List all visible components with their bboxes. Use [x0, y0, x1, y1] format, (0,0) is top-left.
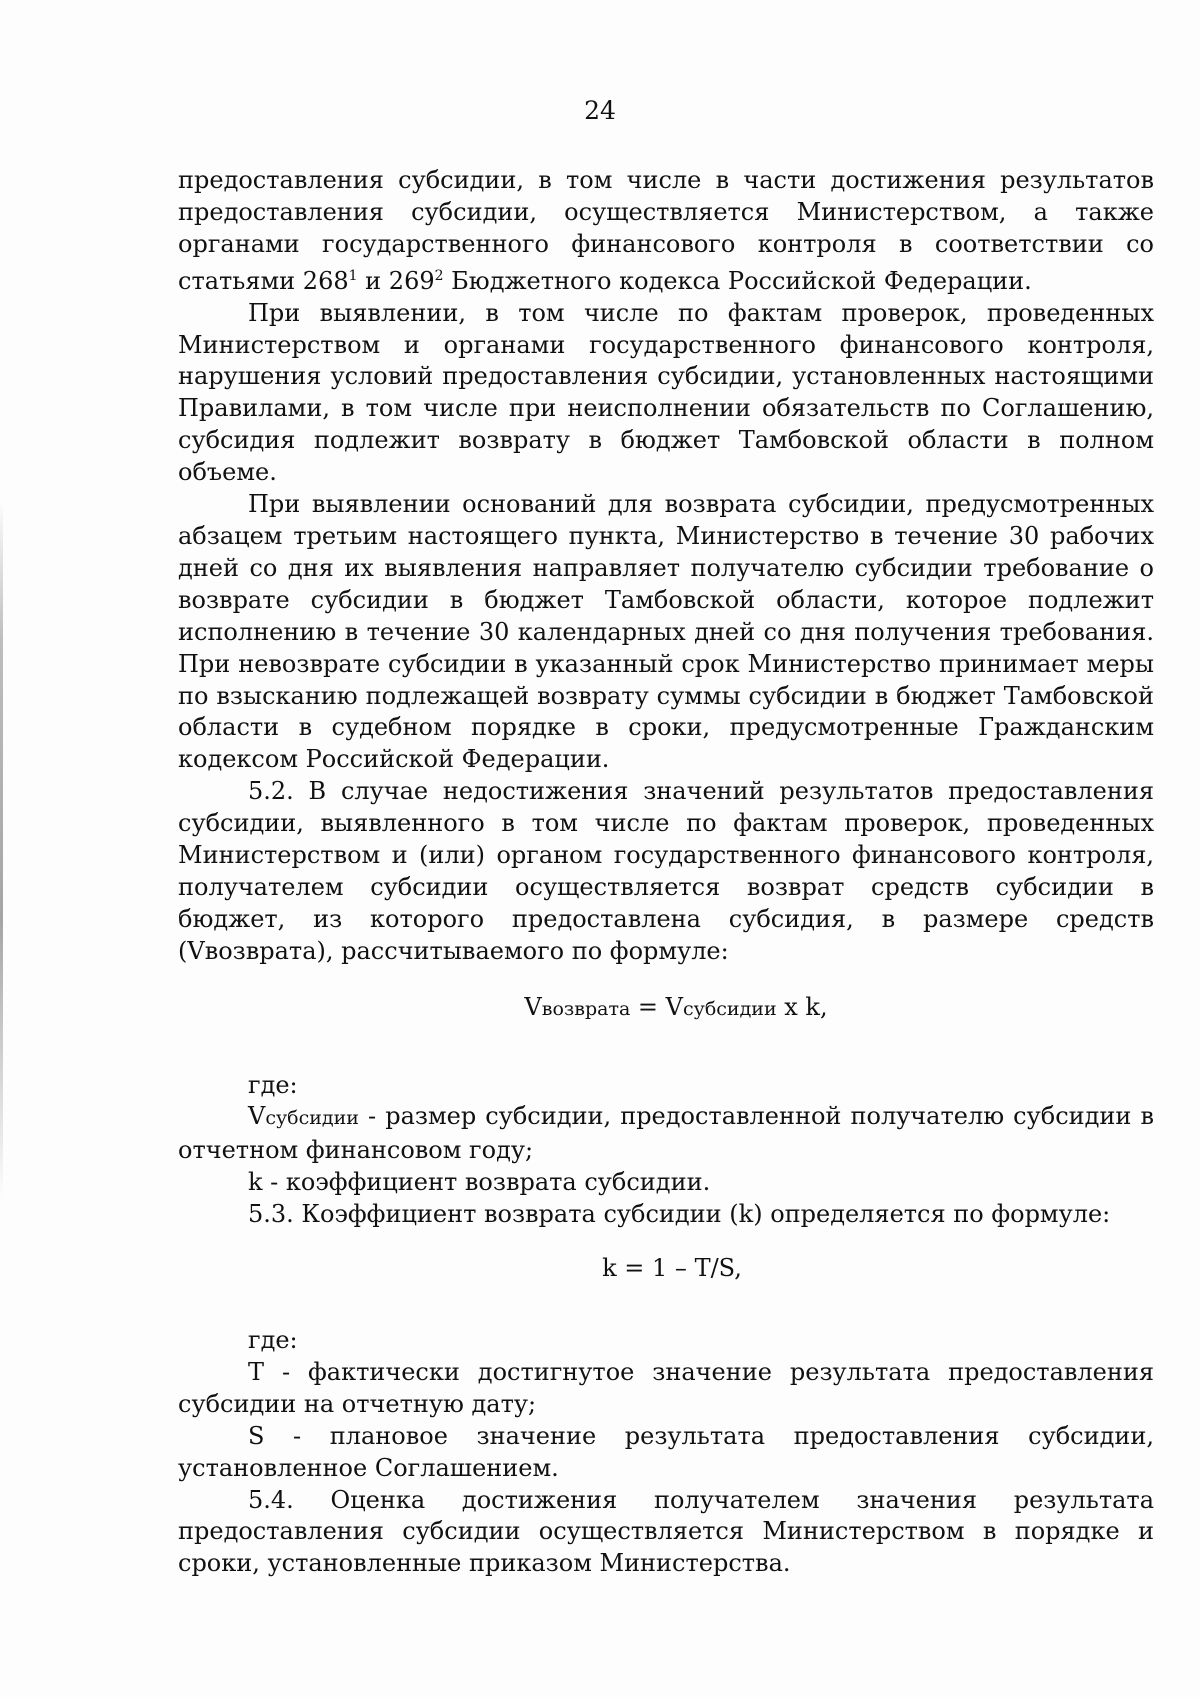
paragraph-violations: При выявлении, в том числе по фактам проверок, проведенных Министерством и органами государственного финансового контроля, нарушения условий предоставления субсидии, установленных настоящими Правилами, в том числе при неисполнении обязательств по Соглашению, субсидия подлежит возврату в бюджет Тамбовской области в полном объеме.: [178, 298, 1154, 487]
page-number: 24: [584, 96, 616, 125]
scan-edge-shadow: [0, 500, 3, 1200]
formula-subscript: субсидии: [683, 997, 777, 1020]
where-label: где:: [248, 1070, 298, 1099]
paragraph-text: и 269: [357, 266, 435, 295]
formula-refund: [178, 992, 1154, 1026]
paragraph-5-2: 5.2. В случае недостижения значений результатов предоставления субсидии, выявленного в том числе по фактам проверок, проведенных Министерством и (или) органом государственного финансового контроля, получателем субсидии осуществляется возврат средств субсидии в бюджет, из которого предоставлена субсидия, в размере средств (Vвозврата), рассчитываемого по формуле:: [178, 777, 1154, 965]
definition-t: T - фактически достигнутое значение результата предоставления субсидии на отчетную дату;: [178, 1357, 1154, 1418]
where-label: где:: [248, 1326, 298, 1354]
paragraph-refund-procedure: При выявлении оснований для возврата субсидии, предусмотренных абзацем третьим настоящего пункта, Министерство в течение 30 рабочих дней со дня их выявления направляет получателю субсидии требование о возврате субсидии в бюджет Тамбовской области, которое подлежит исполнению в течение 30 календарных дней со дня получения требования. При невозврате субсидии в указанный срок Министерство принимает меры по взысканию подлежащей возврату суммы субсидии в бюджет Тамбовской области в судебном порядке в сроки, предусмотренные Гражданским кодексом Российской Федерации.: [178, 490, 1154, 774]
paragraph-text: Бюджетного кодекса Российской Федерации.: [443, 266, 1032, 295]
superscript-1: 1: [348, 267, 358, 284]
document-body: [178, 165, 1154, 1580]
formula-coefficient: k = 1 – T/S,: [602, 1254, 742, 1283]
superscript-2: 2: [434, 267, 444, 284]
formula-eq: =: [630, 992, 666, 1021]
def-var: V: [248, 1102, 266, 1131]
definition-v-subsidy: [178, 1101, 1154, 1167]
definition-s: S - плановое значение результата предоставления субсидии, установленное Соглашением.: [178, 1421, 1154, 1482]
definition-k: k - коэффициент возврата субсидии.: [248, 1168, 711, 1197]
paragraph-continuation: [178, 165, 1154, 298]
paragraph-text: предоставления субсидии, в том числе в части достижения результатов предоставления субсидии, осуществляется Министерством, а также органами государственного финансового контроля в соответствии со статьями 268: [178, 166, 1154, 295]
formula-var: V: [665, 992, 684, 1021]
def-subscript: субсидии: [265, 1107, 359, 1130]
formula-subscript: возврата: [541, 997, 631, 1020]
def-text: - размер субсидии, предоставленной получателю субсидии в отчетном финансовом году;: [178, 1102, 1154, 1165]
formula-tail: x k,: [776, 992, 828, 1021]
paragraph-5-3: 5.3. Коэффициент возврата субсидии (k) определяется по формуле:: [248, 1200, 1111, 1229]
paragraph-5-4: 5.4. Оценка достижения получателем значения результата предоставления субсидии осуществляется Министерством в порядке и сроки, установленные приказом Министерства.: [178, 1485, 1154, 1578]
formula-var: V: [524, 992, 542, 1021]
